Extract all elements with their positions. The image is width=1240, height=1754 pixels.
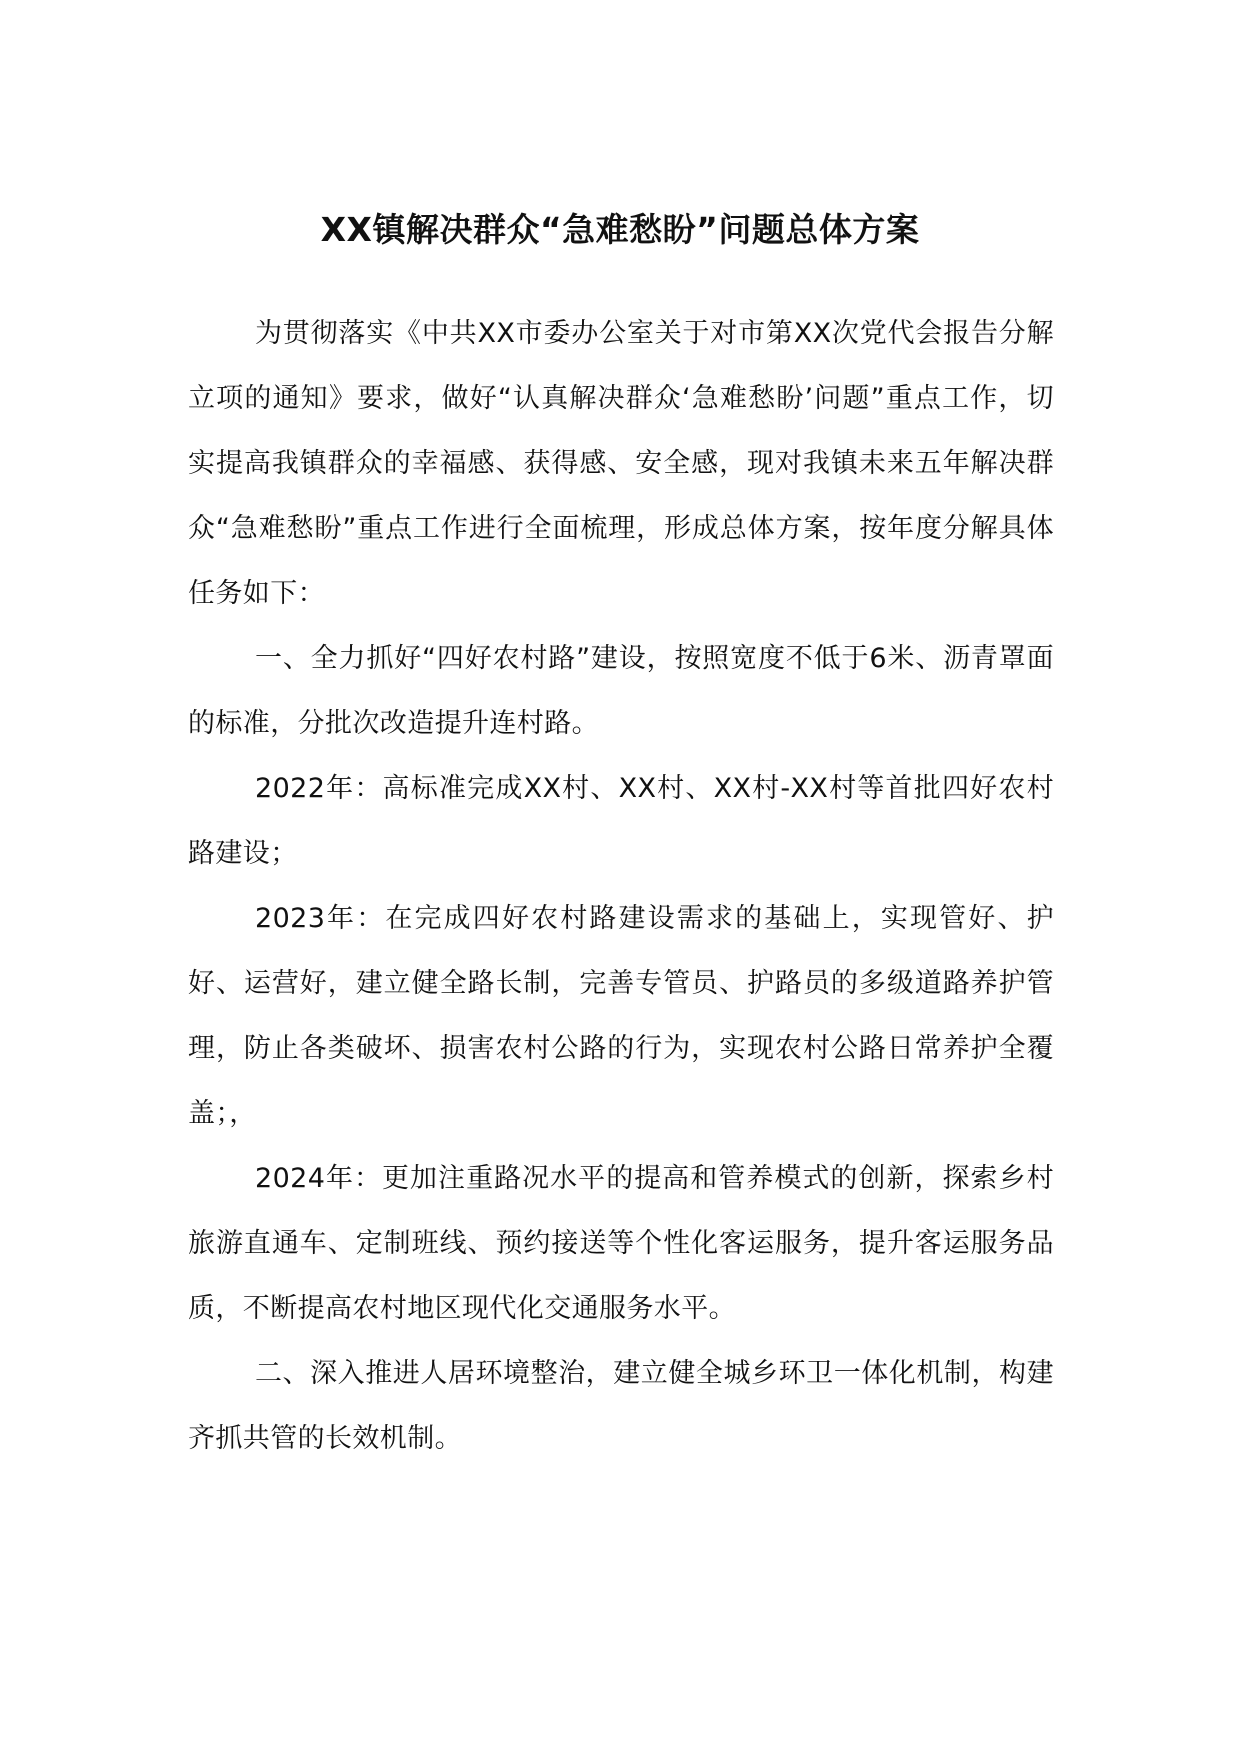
paragraph-section-2: 二、深入推进人居环境整治，建立健全城乡环卫一体化机制，构建齐抓共管的长效机制。	[188, 1358, 1054, 1454]
paragraph-2023: 2023年：在完成四好农村路建设需求的基础上，实现管好、护好、运营好，建立健全路长制，完善专管员、护路员的多级道路养护管理，防止各类破坏、损害农村公路的行为，实现农村公路日常养护全覆盖；，	[188, 903, 1054, 1129]
paragraph-intro: 为贯彻落实《中共XX市委办公室关于对市第XX次党代会报告分解立项的通知》要求，做好“认真解决群众‘急难愁盼’问题”重点工作，切实提高我镇群众的幸福感、获得感、安全感，现对我镇未来五年解决群众“急难愁盼”重点工作进行全面梳理，形成总体方案，按年度分解具体任务如下：	[188, 318, 1054, 609]
paragraph-section-1: 一、全力抓好“四好农村路”建设，按照宽度不低于6米、沥青罩面的标准，分批次改造提升连村路。	[188, 643, 1054, 739]
paragraph-2024: 2024年：更加注重路况水平的提高和管养模式的创新，探索乡村旅游直通车、定制班线、预约接送等个性化客运服务，提升客运服务品质，不断提高农村地区现代化交通服务水平。	[188, 1163, 1054, 1324]
document-title: XX镇解决群众“急难愁盼”问题总体方案	[320, 210, 920, 249]
document-body	[188, 301, 1054, 1471]
paragraph-2022: 2022年：高标准完成XX村、XX村、XX村-XX村等首批四好农村路建设；	[188, 773, 1054, 869]
